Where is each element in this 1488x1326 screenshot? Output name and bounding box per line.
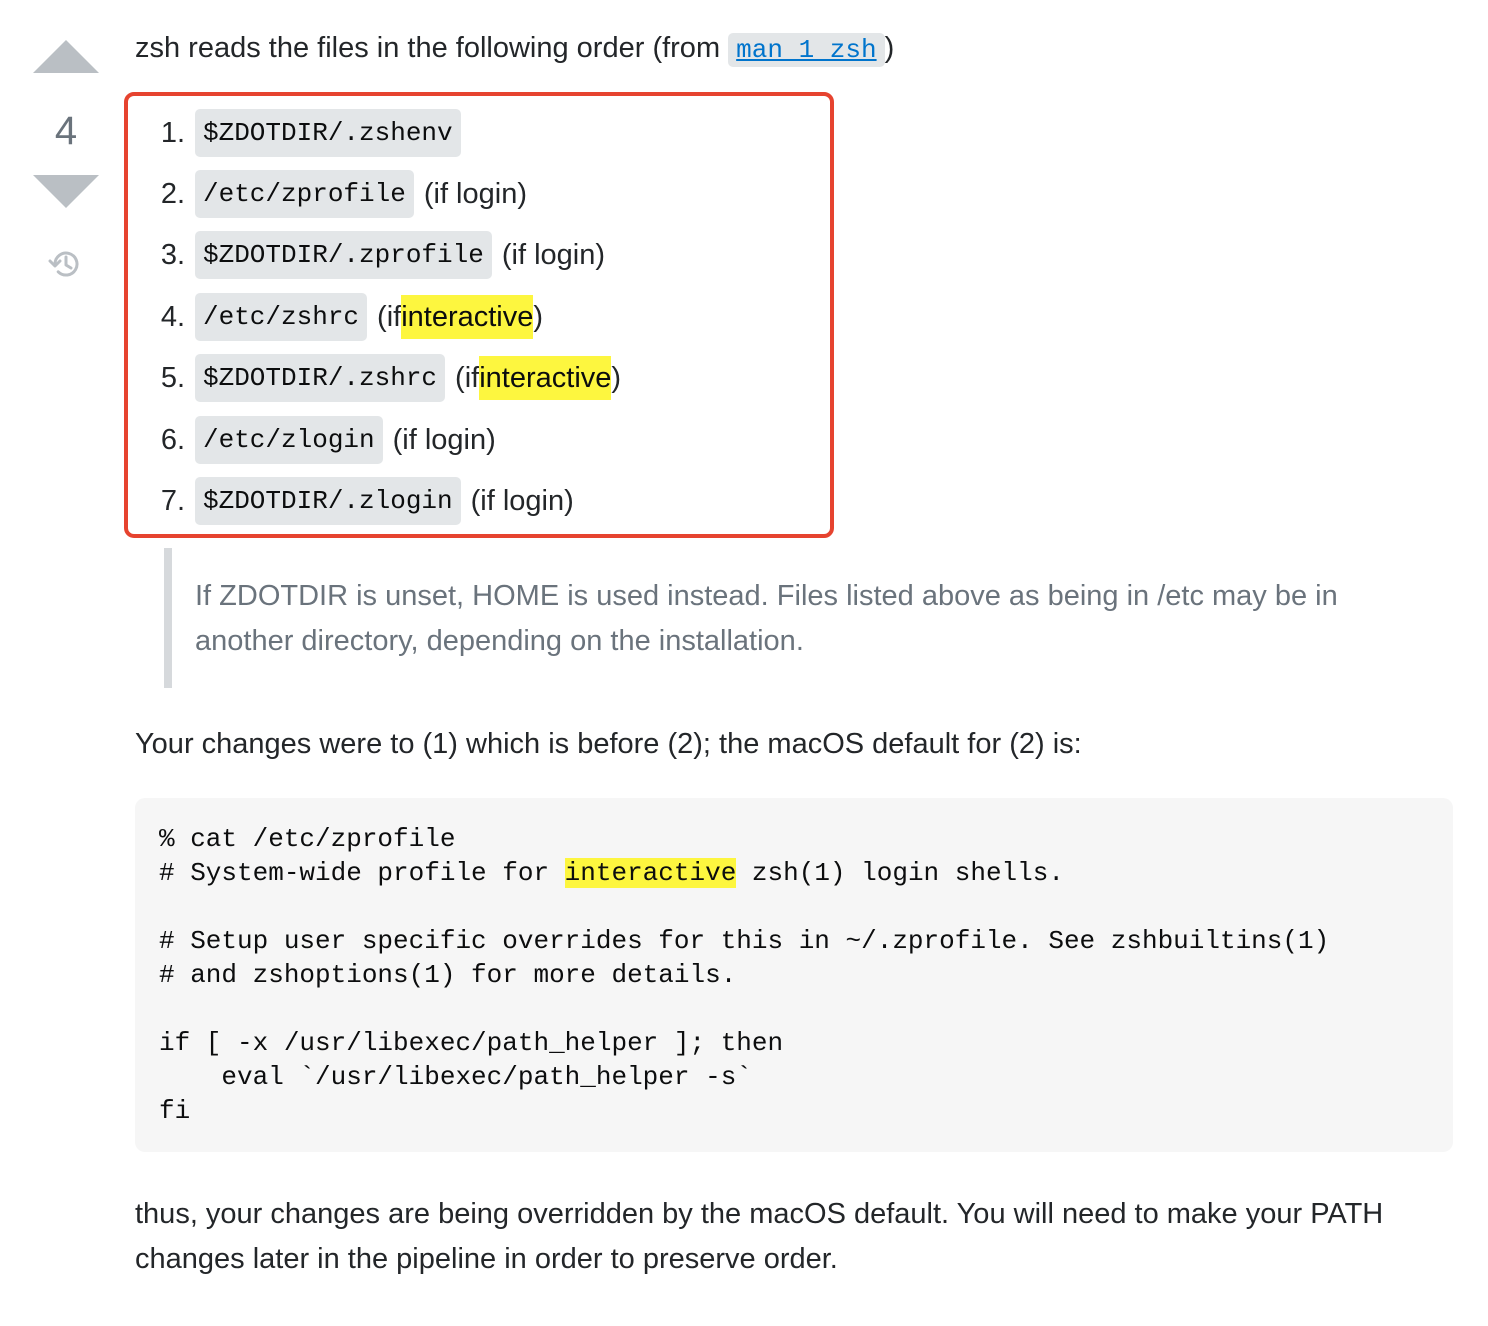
list-number: 6.: [160, 423, 185, 456]
history-icon[interactable]: [48, 246, 84, 287]
conclusion-paragraph: thus, your changes are being overridden by the macOS default. You will need to make your PATH changes later in the pipeline in order to preserve order.: [135, 1198, 1384, 1275]
file-path: $ZDOTDIR/.zprofile: [195, 231, 492, 279]
list-item: [135, 470, 621, 531]
search-highlight: interactive: [401, 295, 533, 339]
condition-text: (if: [377, 300, 402, 333]
code-line: if [ -x /usr/libexec/path_helper ]; then: [159, 1028, 784, 1058]
startup-file-list: [135, 102, 621, 532]
list-number: 5.: [160, 362, 185, 395]
upvote-button[interactable]: [33, 40, 99, 73]
code-line: % cat /etc/zprofile: [159, 824, 456, 854]
code-line: fi: [159, 1096, 191, 1126]
list-item: [135, 348, 621, 409]
file-path: $ZDOTDIR/.zlogin: [195, 477, 461, 525]
file-path: $ZDOTDIR/.zshrc: [195, 354, 445, 402]
condition-text: (if login): [470, 485, 574, 518]
intro-text: zsh reads the files in the following order (from: [135, 32, 729, 64]
file-path: /etc/zprofile: [195, 170, 414, 218]
vote-score: 4: [54, 109, 78, 153]
code-line: # and zshoptions(1) for more details.: [159, 960, 737, 990]
file-path: /etc/zshrc: [195, 293, 367, 341]
list-item: [135, 225, 621, 286]
code-line: # System-wide profile for: [159, 858, 565, 888]
list-number: 4.: [160, 300, 185, 333]
search-highlight: interactive: [479, 356, 611, 400]
list-number: 1.: [160, 116, 185, 149]
condition-text: (if login): [501, 239, 606, 272]
condition-close: ): [611, 362, 622, 395]
condition-text: (if login): [423, 178, 527, 211]
man-page-quote: If ZDOTDIR is unset, HOME is used instead. Files listed above as being in /etc may be in another directory, depending on the installation.: [164, 548, 1404, 688]
explanation-paragraph: Your changes were to (1) which is before (2); the macOS default for (2) is:: [135, 728, 1082, 760]
vote-column: [30, 40, 102, 287]
list-item: [135, 102, 621, 163]
code-line: # Setup user specific overrides for this in ~/.zprofile. See zshbuiltins(1): [159, 926, 1330, 956]
list-item: [135, 409, 621, 470]
condition-text: (if: [455, 362, 480, 395]
condition-text: (if login): [392, 423, 496, 456]
intro-close: ): [884, 32, 895, 64]
list-number: 3.: [160, 239, 185, 272]
intro-paragraph: [135, 26, 894, 72]
code-block: [135, 798, 1453, 1152]
file-path: $ZDOTDIR/.zshenv: [195, 109, 461, 157]
code-line: eval `/usr/libexec/path_helper -s`: [159, 1062, 752, 1092]
downvote-button[interactable]: [33, 175, 99, 208]
condition-close: ): [533, 300, 544, 333]
search-highlight: interactive: [564, 858, 737, 888]
file-path: /etc/zlogin: [195, 416, 383, 464]
list-item: [135, 286, 621, 347]
list-number: 2.: [160, 178, 185, 211]
code-line: zsh(1) login shells.: [736, 858, 1064, 888]
list-number: 7.: [160, 485, 185, 518]
list-item: [135, 163, 621, 224]
man-zsh-link[interactable]: man 1 zsh: [728, 33, 884, 67]
